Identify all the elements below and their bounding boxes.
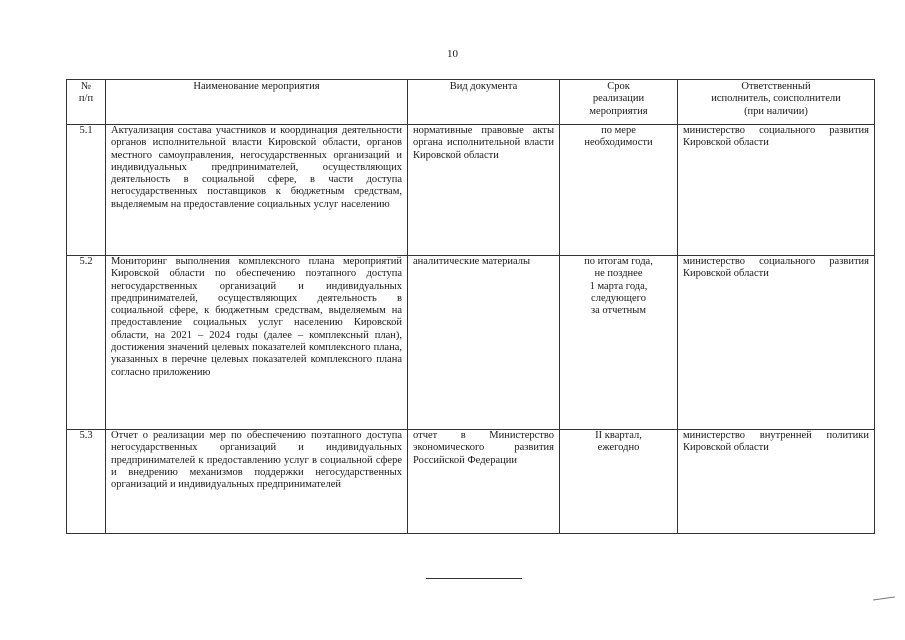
row-event-name: Мониторинг выполнения комплексного плана мероприятий Кировской области по обеспечению поэтапного доступа негосударственных организаций и индивидуальных предпринимателей, осуществляющих деятельность в социальной сфере, к бюджетным средствам, выделяемым на предоставление социальных услуг населению Кировской области, на 2021 – 2024 годы (далее – комплексный план), достижения значений целевых показателей комплексного плана, указанных в перечне целевых показателей комплексного плана согласно приложению xyxy=(106,256,408,430)
header-document: Вид документа xyxy=(408,80,560,125)
row-term xyxy=(560,256,678,430)
row-term-line: за отчетным xyxy=(591,305,646,317)
header-responsible xyxy=(678,80,875,125)
header-term-line: Срок xyxy=(607,81,630,92)
table-row xyxy=(67,256,875,430)
row-term-line: по мере xyxy=(601,125,636,136)
header-term-line: мероприятия xyxy=(589,105,648,117)
row-responsible: министерство социального развития Кировской области xyxy=(678,125,875,256)
row-term-line: ежегодно xyxy=(597,442,640,454)
row-term-line: по итогам года, xyxy=(584,256,653,267)
header-responsible-line: Ответственный xyxy=(741,81,811,92)
header-responsible-line: (при наличии) xyxy=(744,105,808,117)
table-row xyxy=(67,125,875,256)
row-term xyxy=(560,430,678,534)
row-number: 5.2 xyxy=(67,256,106,430)
page-number: 10 xyxy=(447,48,458,60)
header-number xyxy=(67,80,106,125)
row-document-type: аналитические материалы xyxy=(408,256,560,430)
row-term-line: 1 марта года, xyxy=(589,280,648,292)
row-document-type: отчет в Министерство экономического развития Российской Федерации xyxy=(408,430,560,534)
row-responsible: министерство внутренней политики Кировской области xyxy=(678,430,875,534)
row-responsible: министерство социального развития Кировской области xyxy=(678,256,875,430)
row-term xyxy=(560,125,678,256)
plan-table xyxy=(66,79,875,534)
row-event-name: Отчет о реализации мер по обеспечению поэтапного доступа негосударственных организаций и индивидуальных предпринимателей к предоставлению услуг в социальной сфере и внедрению механизмов поддержки негосударственных организаций и индивидуальных предпринимателей xyxy=(106,430,408,534)
header-term xyxy=(560,80,678,125)
header-number-line: № xyxy=(80,81,92,92)
header-number-line: п/п xyxy=(78,93,94,105)
header-term-line: реализации xyxy=(592,93,645,105)
table-row xyxy=(67,430,875,534)
header-name: Наименование мероприятия xyxy=(106,80,408,125)
row-number: 5.3 xyxy=(67,430,106,534)
row-event-name: Актуализация состава участников и координация деятельности органов исполнительной власти Кировской области, органов местного самоуправления, негосударственных организаций и индивидуальных предпринимателей, осуществляющих деятельность в социальной сфере, в части доступа негосударственных поставщиков к бюджетным средствам, выделяемым на предоставление социальных услуг населению xyxy=(106,125,408,256)
row-number: 5.1 xyxy=(67,125,106,256)
row-term-line: не позднее xyxy=(594,268,643,280)
row-term-line: следующего xyxy=(591,292,646,304)
table-header-row xyxy=(67,80,875,125)
end-separator-line xyxy=(426,578,522,579)
scan-mark xyxy=(873,596,895,600)
header-responsible-line: исполнитель, соисполнители xyxy=(711,93,841,105)
row-term-line: необходимости xyxy=(584,137,653,149)
row-document-type: нормативные правовые акты органа исполнительной власти Кировской области xyxy=(408,125,560,256)
row-term-line: II квартал, xyxy=(595,430,642,441)
